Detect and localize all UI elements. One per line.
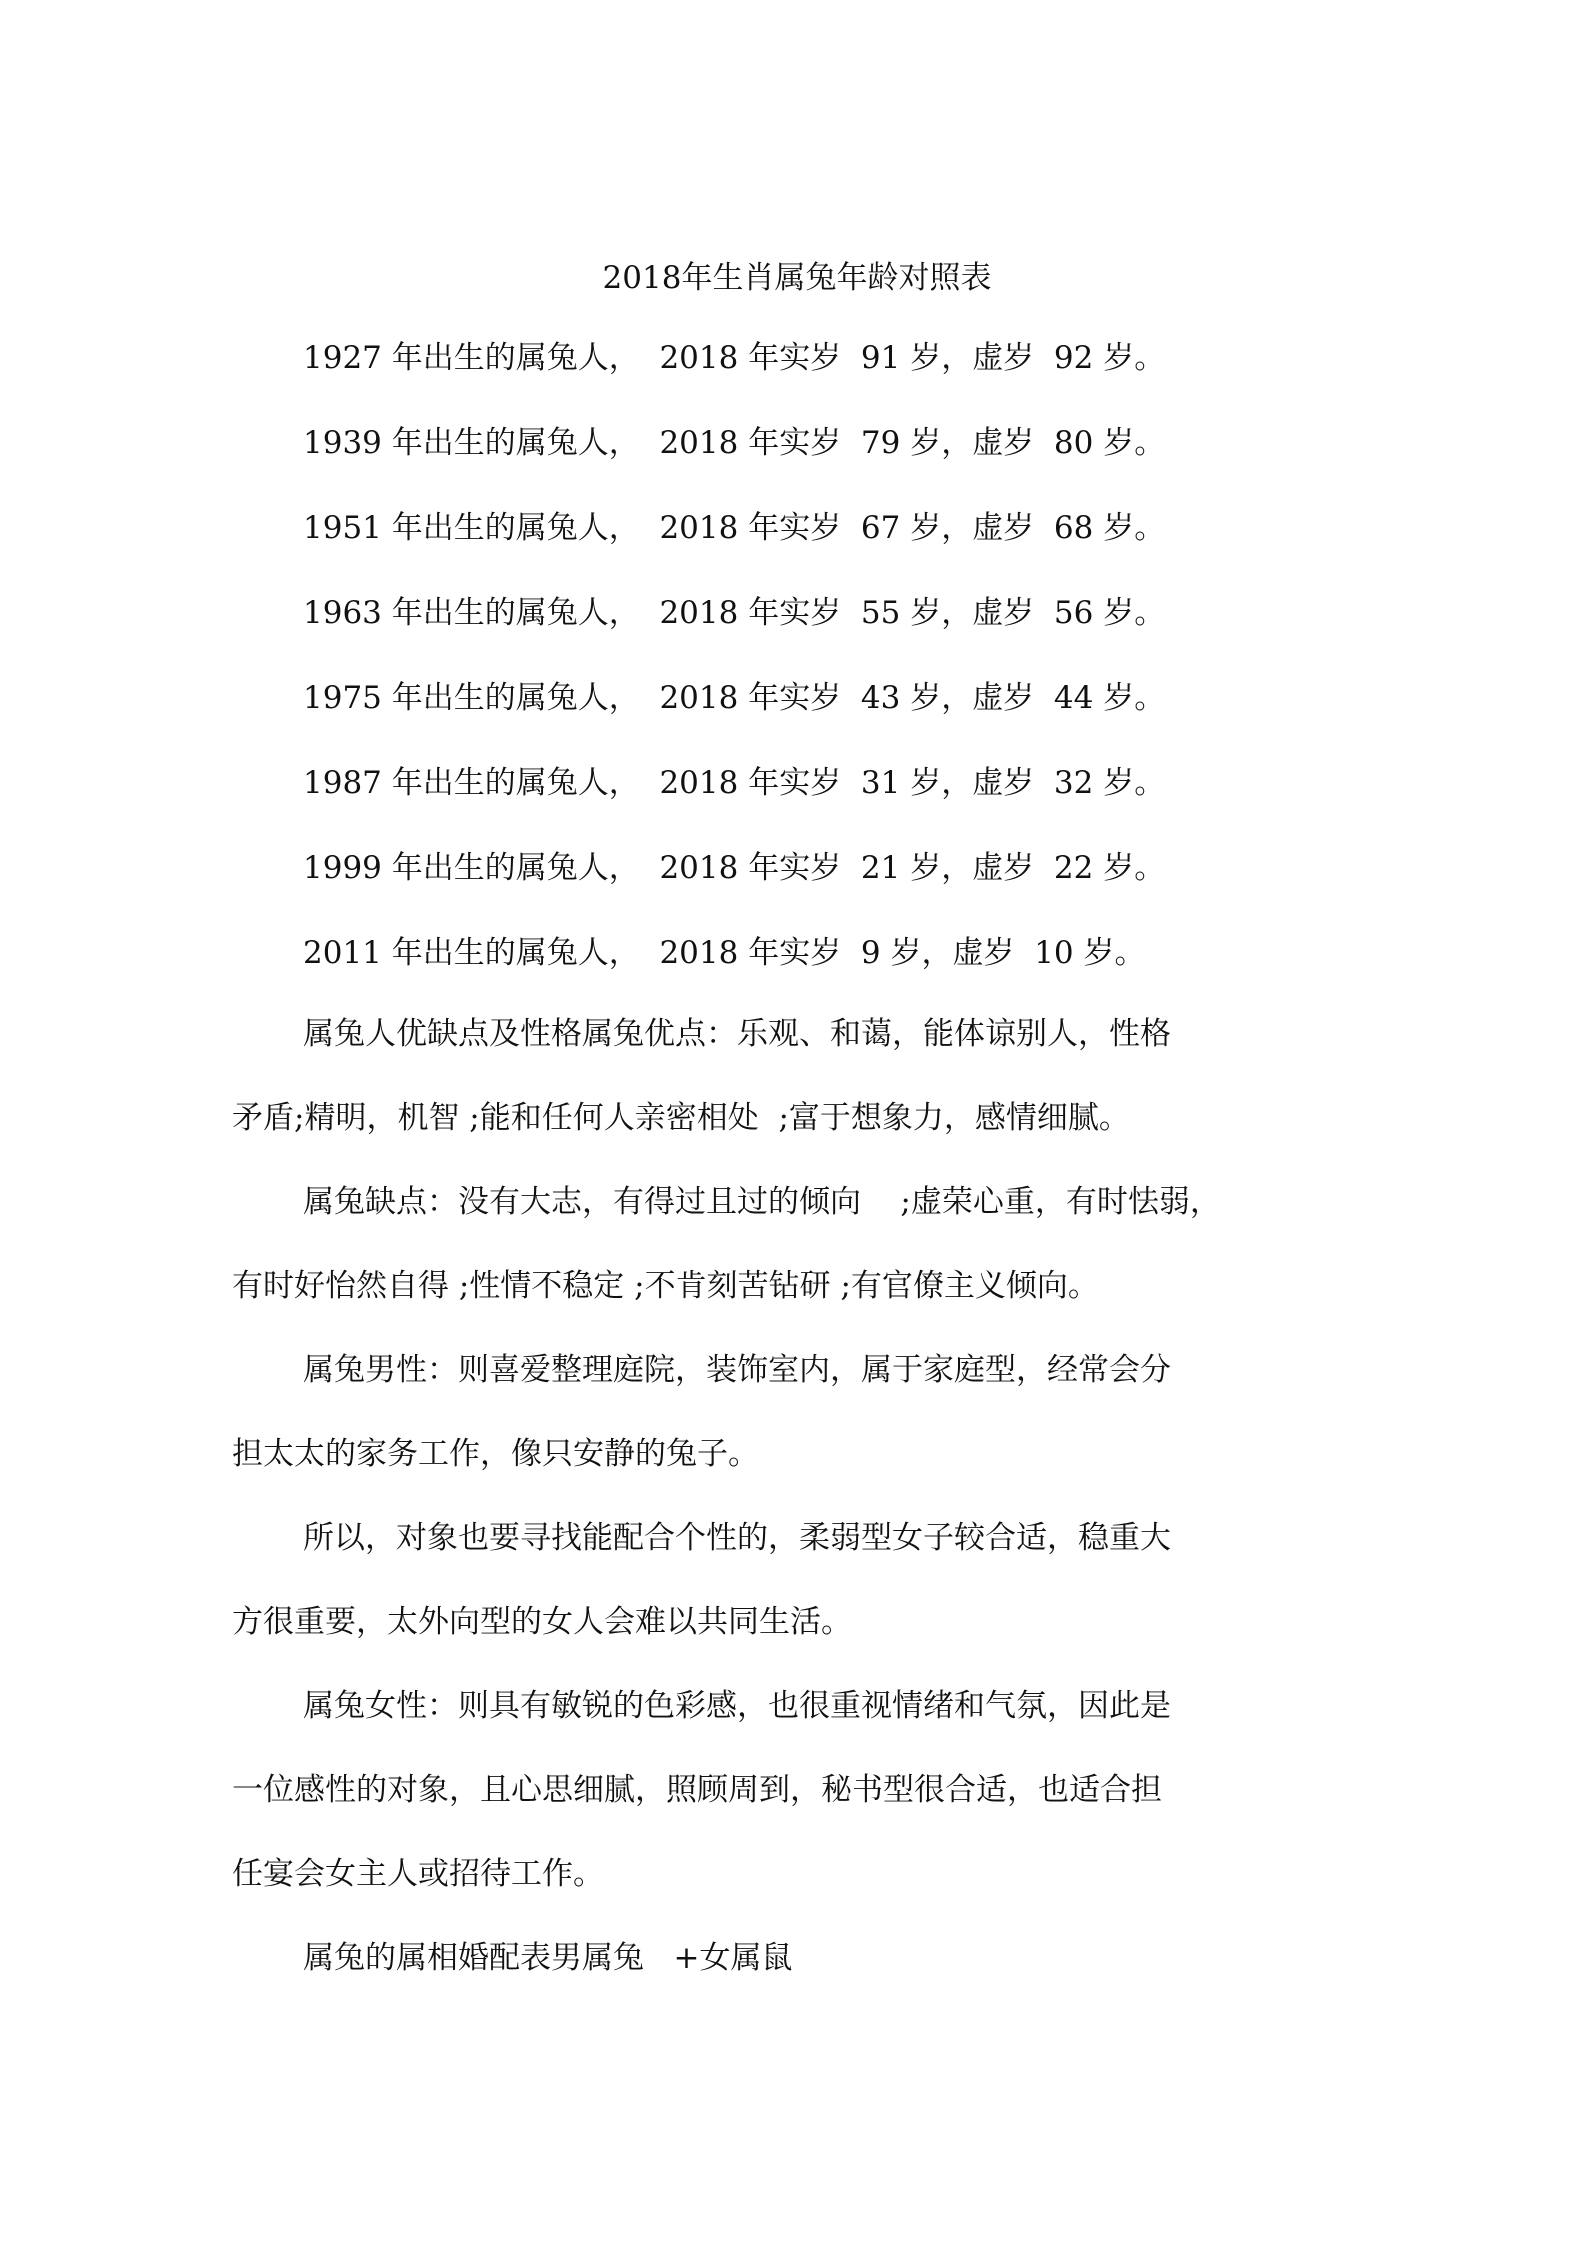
age-table (303, 338, 1165, 1018)
age-row-1975: 1975 年出生的属兔人， 2018 年实岁 43 岁，虚岁 44 岁。 (303, 680, 1166, 716)
age-row-1951: 1951 年出生的属兔人， 2018 年实岁 67 岁，虚岁 68 岁。 (303, 510, 1166, 546)
age-row-1927: 1927 年出生的属兔人， 2018 年实岁 91 岁，虚岁 92 岁。 (303, 340, 1166, 376)
paragraph-traits-line-1: 属兔人优缺点及性格属兔优点：乐观、和蔼，能体谅别人，性格 (303, 1016, 1171, 1052)
paragraph-female-line-2: 一位感性的对象，且心思细腻，照顾周到，秘书型很合适，也适合担 (232, 1772, 1162, 1808)
paragraph-traits-line-2: 矛盾;精明，机智 ;能和任何人亲密相处 ;富于想象力，感情细腻。 (232, 1100, 1130, 1136)
paragraph-partner-line-2: 方很重要，太外向型的女人会难以共同生活。 (232, 1604, 852, 1640)
age-row-2011: 2011 年出生的属兔人， 2018 年实岁 9 岁，虚岁 10 岁。 (303, 935, 1146, 971)
paragraph-male-line-2: 担太太的家务工作，像只安静的兔子。 (232, 1436, 759, 1472)
paragraph-male-line-1: 属兔男性：则喜爱整理庭院，装饰室内，属于家庭型，经常会分 (303, 1352, 1171, 1388)
document-body (232, 1014, 1372, 2022)
paragraph-partner-line-1: 所以，对象也要寻找能配合个性的，柔弱型女子较合适，稳重大 (303, 1520, 1171, 1556)
age-row-1987: 1987 年出生的属兔人， 2018 年实岁 31 岁，虚岁 32 岁。 (303, 765, 1166, 801)
paragraph-marriage-line-1: 属兔的属相婚配表男属兔 +女属鼠 (303, 1940, 793, 1976)
paragraph-female-line-3: 任宴会女主人或招待工作。 (232, 1856, 604, 1892)
age-row-1939: 1939 年出生的属兔人， 2018 年实岁 79 岁，虚岁 80 岁。 (303, 425, 1166, 461)
paragraph-weakness-line-1: 属兔缺点：没有大志，有得过且过的倾向 ;虚荣心重，有时怯弱， (303, 1184, 1221, 1220)
paragraph-female-line-1: 属兔女性：则具有敏锐的色彩感，也很重视情绪和气氛，因此是 (303, 1688, 1171, 1724)
age-row-1999: 1999 年出生的属兔人， 2018 年实岁 21 岁，虚岁 22 岁。 (303, 850, 1166, 886)
age-row-1963: 1963 年出生的属兔人， 2018 年实岁 55 岁，虚岁 56 岁。 (303, 595, 1166, 631)
document-title: 2018年生肖属兔年龄对照表 (602, 260, 992, 296)
paragraph-weakness-line-2: 有时好怡然自得 ;性情不稳定 ;不肯刻苦钻研 ;有官僚主义倾向。 (232, 1268, 1099, 1304)
